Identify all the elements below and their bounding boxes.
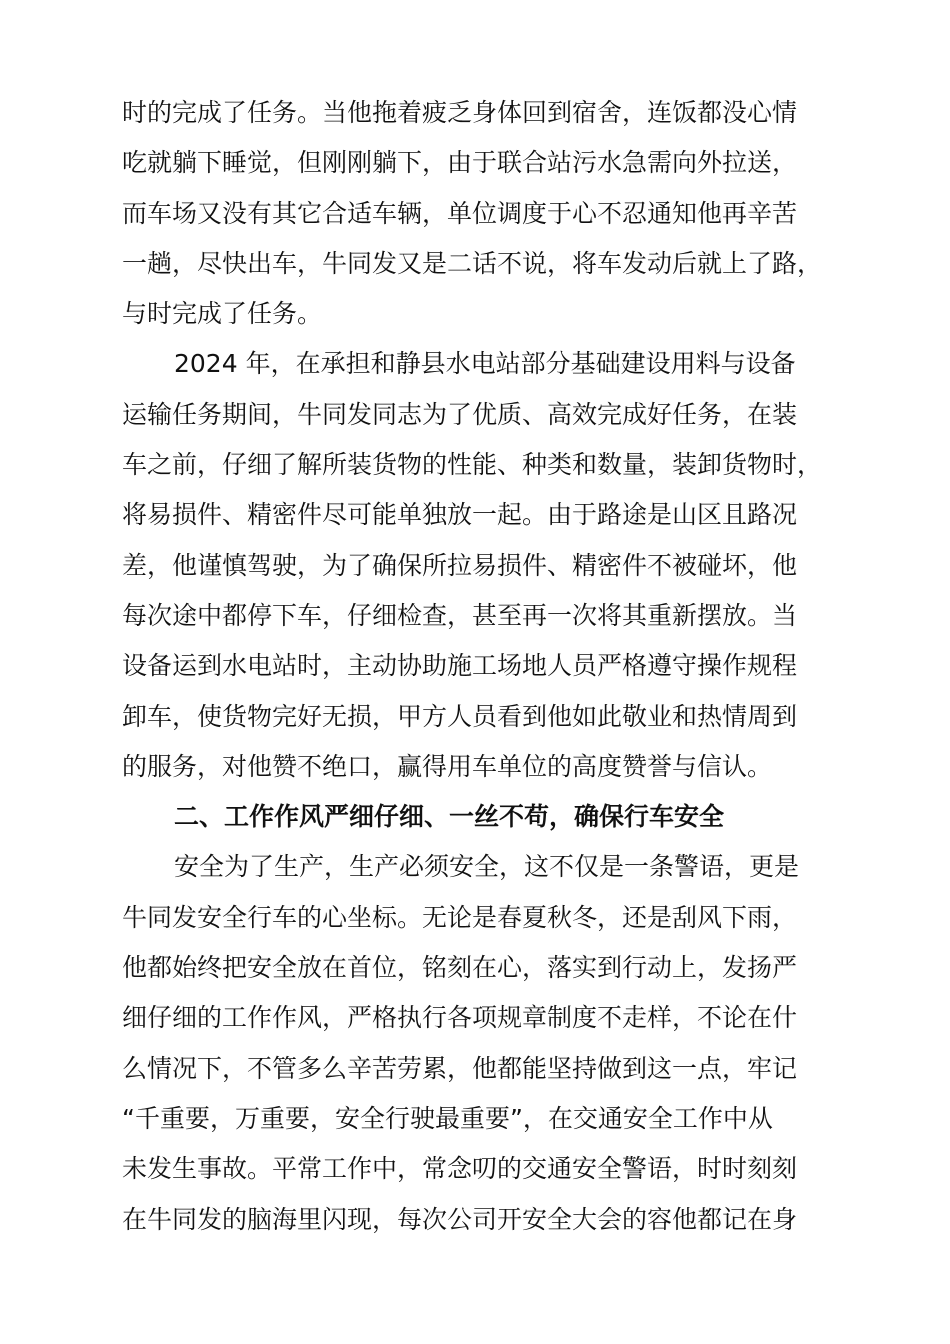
text-line: 吃就躺下睡觉，但刚刚躺下，由于联合站污水急需向外拉送，: [122, 148, 798, 178]
text-line: 么情况下，不管多么辛苦劳累，他都能坚持做到这一点，牢记: [122, 1053, 798, 1083]
text-line: 与时完成了任务。: [122, 299, 323, 329]
text-line: 运输任务期间，牛同发同志为了优质、高效完成好任务，在装: [122, 399, 798, 429]
text-line: 而车场又没有其它合适车辆，单位调度于心不忍通知他再辛苦: [122, 198, 798, 228]
text-line: 时的完成了任务。当他拖着疲乏身体回到宿舍，连饭都没心情: [122, 98, 798, 127]
text-line: 每次途中都停下车，仔细检查，甚至再一次将其重新摆放。当: [122, 600, 798, 630]
text-line: “千重要，万重要，安全行驶最重要”，在交通安全工作中从: [122, 1103, 773, 1133]
text-line: 将易损件、精密件尽可能单独放一起。由于路途是山区且路况: [122, 500, 798, 530]
paragraph-first-line: 2024 年，在承担和静县水电站部分基础建设用料与设备: [174, 349, 796, 379]
text-line: 在牛同发的脑海里闪现，每次公司开安全大会的容他都记在身: [122, 1204, 798, 1234]
text-line: 车之前，仔细了解所装货物的性能、种类和数量，装卸货物时，: [122, 450, 823, 480]
text-line: 一趟，尽快出车，牛同发又是二话不说，将车发动后就上了路，: [122, 248, 823, 278]
text-line: 未发生事故。平常工作中，常念叨的交通安全警语，时时刻刻: [122, 1154, 798, 1184]
text-line: 差，他谨慎驾驶，为了确保所拉易损件、精密件不被碰坏，他: [122, 550, 798, 580]
text-line: 卸车，使货物完好无损，甲方人员看到他如此敬业和热情周到: [122, 701, 798, 731]
text-line: 他都始终把安全放在首位，铭刻在心，落实到行动上，发扬严: [122, 953, 798, 983]
text-line: 设备运到水电站时，主动协助施工场地人员严格遵守操作规程: [122, 651, 798, 681]
text-line: 细仔细的工作作风，严格执行各项规章制度不走样，不论在什: [122, 1003, 798, 1033]
text-line: 的服务，对他赞不绝口，赢得用车单位的高度赞誉与信认。: [122, 751, 773, 781]
section-heading: 二、工作作风严细仔细、一丝不苟，确保行车安全: [174, 802, 725, 832]
body-text: [122, 88, 834, 1245]
text-line: 牛同发安全行车的心坐标。无论是春夏秋冬，还是刮风下雨，: [122, 902, 798, 932]
paragraph-first-line: 安全为了生产，生产必须安全，这不仅是一条警语，更是: [174, 852, 800, 882]
